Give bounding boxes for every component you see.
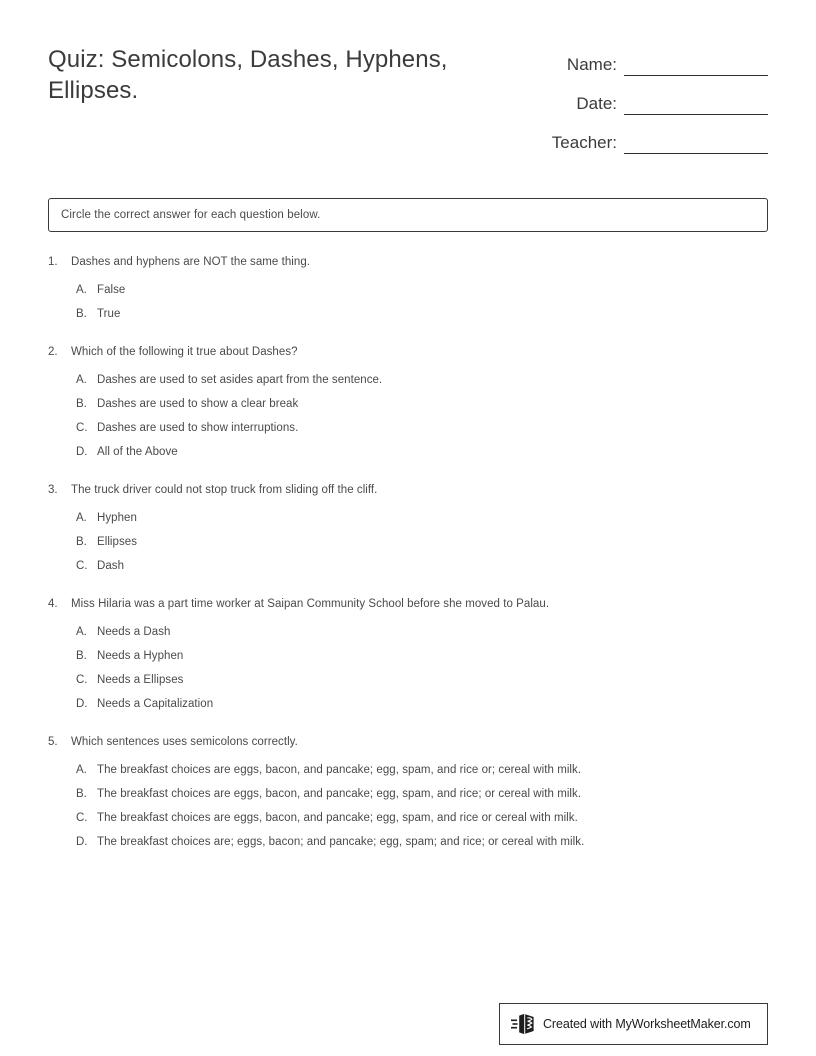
question-block (48, 734, 768, 858)
option-letter: A. (76, 764, 87, 776)
option-text: Dash (97, 560, 125, 572)
question-prompt (48, 344, 768, 360)
answer-option[interactable] (76, 672, 768, 696)
page-title: Quiz: Semicolons, Dashes, Hyphens, Ellipses. (48, 46, 448, 104)
option-list (48, 372, 768, 468)
field-row-date (528, 85, 768, 115)
option-letter: C. (76, 812, 88, 824)
option-text: Hyphen (97, 512, 137, 524)
option-text: Needs a Ellipses (97, 674, 184, 686)
option-letter: D. (76, 836, 88, 848)
option-text: The breakfast choices are eggs, bacon, and pancake; egg, spam, and rice; or cereal with milk. (97, 788, 582, 800)
answer-option[interactable] (76, 510, 768, 534)
option-text: Needs a Hyphen (97, 650, 184, 662)
option-list (48, 510, 768, 582)
question-number: 3. (48, 484, 58, 496)
question-list (48, 254, 768, 872)
footer-attribution-text: Created with MyWorksheetMaker.com (543, 1017, 751, 1031)
option-text: Dashes are used to set asides apart from the sentence. (97, 374, 383, 386)
name-field-input[interactable] (624, 53, 768, 76)
question-prompt (48, 596, 768, 612)
option-text: Dashes are used to show a clear break (97, 398, 299, 410)
question-text: Which sentences uses semicolons correctly. (71, 736, 298, 748)
option-letter: B. (76, 650, 87, 662)
answer-option[interactable] (76, 696, 768, 720)
answer-option[interactable] (76, 648, 768, 672)
option-text: True (97, 308, 121, 320)
field-row-teacher (528, 124, 768, 154)
option-letter: C. (76, 560, 88, 572)
question-block (48, 254, 768, 330)
date-field-input[interactable] (624, 92, 768, 115)
option-text: Needs a Capitalization (97, 698, 214, 710)
option-letter: B. (76, 398, 87, 410)
option-text: Needs a Dash (97, 626, 171, 638)
answer-option[interactable] (76, 624, 768, 648)
question-number: 5. (48, 736, 58, 748)
answer-option[interactable] (76, 534, 768, 558)
answer-option[interactable] (76, 558, 768, 582)
option-letter: A. (76, 374, 87, 386)
option-letter: C. (76, 422, 88, 434)
answer-option[interactable] (76, 786, 768, 810)
question-prompt (48, 254, 768, 270)
option-letter: D. (76, 698, 88, 710)
teacher-field-label: Teacher: (551, 133, 617, 152)
footer-attribution-badge (499, 1003, 768, 1045)
flying-worksheet-logo-icon (511, 1012, 537, 1036)
question-prompt (48, 482, 768, 498)
instruction-text: Circle the correct answer for each question below. (61, 209, 321, 221)
answer-option[interactable] (76, 762, 768, 786)
option-letter: D. (76, 446, 88, 458)
teacher-field-input[interactable] (624, 131, 768, 154)
question-number: 4. (48, 598, 58, 610)
option-text: All of the Above (97, 446, 178, 458)
option-list (48, 624, 768, 720)
worksheet-header (48, 42, 768, 154)
question-prompt (48, 734, 768, 750)
answer-option[interactable] (76, 420, 768, 444)
question-text: Which of the following it true about Dashes? (71, 346, 298, 358)
option-list (48, 282, 768, 330)
date-field-label: Date: (576, 94, 617, 113)
answer-option[interactable] (76, 396, 768, 420)
option-letter: B. (76, 788, 87, 800)
question-block (48, 482, 768, 582)
question-text: The truck driver could not stop truck from sliding off the cliff. (71, 484, 378, 496)
option-text: Ellipses (97, 536, 138, 548)
answer-option[interactable] (76, 306, 768, 330)
question-text: Miss Hilaria was a part time worker at Saipan Community School before she moved to Palau. (71, 598, 550, 610)
answer-option[interactable] (76, 372, 768, 396)
option-text: The breakfast choices are; eggs, bacon; and pancake; egg, spam; and rice; or cereal with milk. (97, 836, 585, 848)
instruction-box (48, 198, 768, 232)
answer-option[interactable] (76, 834, 768, 858)
option-text: False (97, 284, 126, 296)
question-block (48, 344, 768, 468)
answer-option[interactable] (76, 444, 768, 468)
option-letter: A. (76, 284, 87, 296)
question-text: Dashes and hyphens are NOT the same thing. (71, 256, 311, 268)
option-list (48, 762, 768, 858)
option-letter: B. (76, 536, 87, 548)
option-letter: A. (76, 512, 87, 524)
option-text: Dashes are used to show interruptions. (97, 422, 299, 434)
student-info-fields (528, 42, 768, 154)
question-number: 2. (48, 346, 58, 358)
option-text: The breakfast choices are eggs, bacon, and pancake; egg, spam, and rice or cereal with milk. (97, 812, 578, 824)
answer-option[interactable] (76, 810, 768, 834)
name-field-label: Name: (566, 55, 617, 74)
field-row-name (528, 46, 768, 76)
question-number: 1. (48, 256, 58, 268)
option-letter: B. (76, 308, 87, 320)
answer-option[interactable] (76, 282, 768, 306)
question-block (48, 596, 768, 720)
option-text: The breakfast choices are eggs, bacon, and pancake; egg, spam, and rice or; cereal with milk. (97, 764, 582, 776)
option-letter: C. (76, 674, 88, 686)
option-letter: A. (76, 626, 87, 638)
